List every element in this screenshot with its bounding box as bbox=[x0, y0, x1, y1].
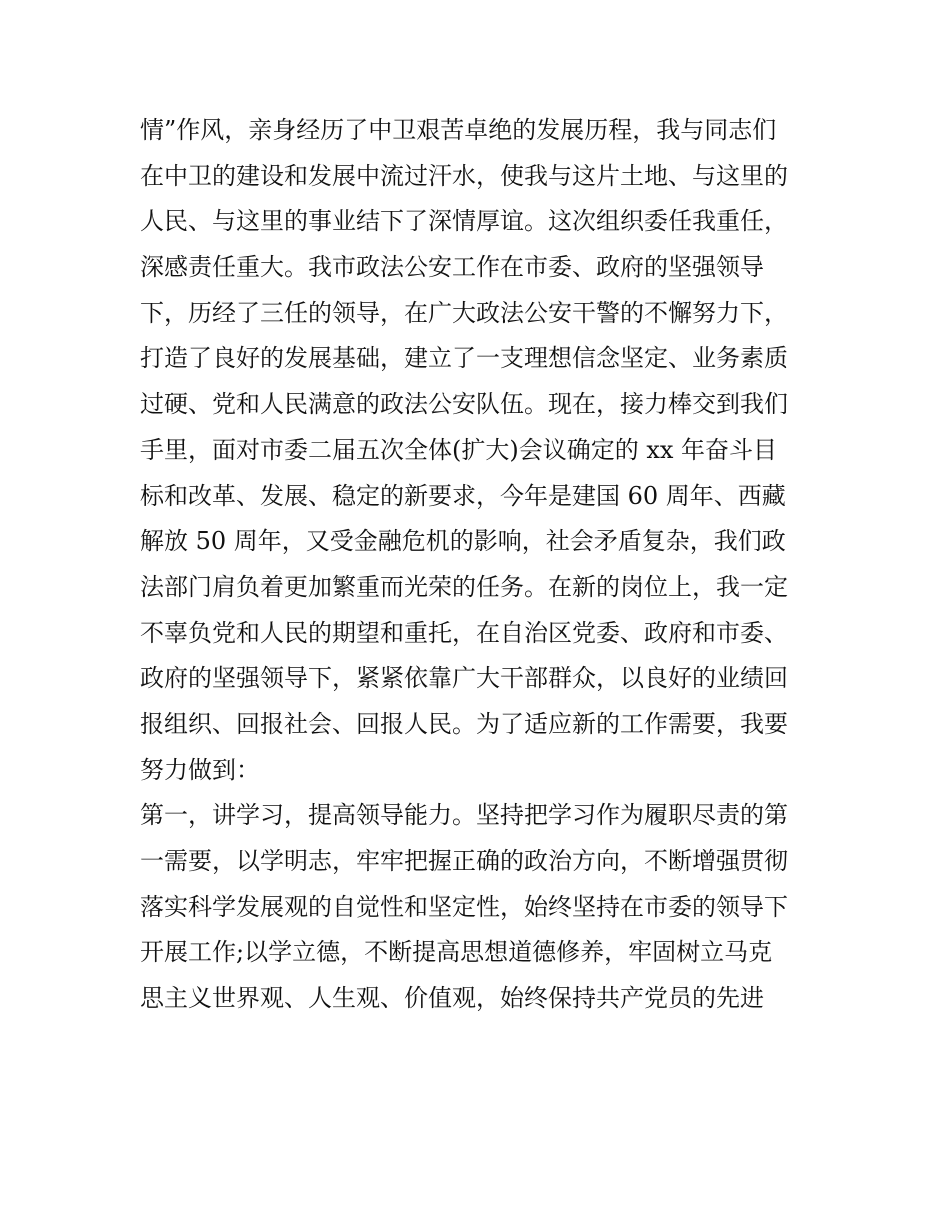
text-line: 下，历经了三任的领导，在广大政法公安干警的不懈努力下， bbox=[140, 298, 788, 327]
text-line: 政府的坚强领导下，紧紧依靠广大干部群众，以良好的业绩回 bbox=[140, 664, 788, 693]
text-line: 手里，面对市委二届五次全体(扩大)会议确定的 xx 年奋斗目 bbox=[140, 435, 778, 464]
text-line: 标和改革、发展、稳定的新要求，今年是建国 60 周年、西藏 bbox=[140, 481, 786, 510]
text-line: 开展工作;以学立德，不断提高思想道德修养，牢固树立马克 bbox=[140, 938, 773, 967]
text-line: 思主义世界观、人生观、价值观，始终保持共产党员的先进 bbox=[140, 984, 764, 1013]
text-line: 人民、与这里的事业结下了深情厚谊。这次组织委任我重任， bbox=[140, 207, 788, 236]
text-line: 一需要，以学明志，牢牢把握正确的政治方向，不断增强贯彻 bbox=[140, 847, 788, 875]
text-line: 不辜负党和人民的期望和重托，在自治区党委、政府和市委、 bbox=[140, 618, 788, 647]
text-line: 报组织、回报社会、回报人民。为了适应新的工作需要，我要 bbox=[140, 709, 788, 738]
text-line: 情”作风，亲身经历了中卫艰苦卓绝的发展历程，我与同志们 bbox=[140, 116, 777, 144]
text-line: 深感责任重大。我市政法公安工作在市委、政府的坚强领导 bbox=[140, 253, 764, 282]
body-text bbox=[140, 108, 820, 1022]
text-line: 法部门肩负着更加繁重而光荣的任务。在新的岗位上，我一定 bbox=[140, 572, 788, 601]
text-line: 解放 50 周年，又受金融危机的影响，社会矛盾复杂，我们政 bbox=[140, 527, 786, 556]
text-line: 努力做到： bbox=[140, 755, 260, 784]
text-line: 第一，讲学习，提高领导能力。坚持把学习作为履职尽责的第 bbox=[140, 801, 788, 830]
text-line: 打造了良好的发展基础，建立了一支理想信念坚定、业务素质 bbox=[140, 344, 788, 373]
text-line: 过硬、党和人民满意的政法公安队伍。现在，接力棒交到我们 bbox=[140, 390, 788, 419]
text-line: 落实科学发展观的自觉性和坚定性，始终坚持在市委的领导下 bbox=[140, 892, 788, 921]
text-line: 在中卫的建设和发展中流过汗水，使我与这片土地、与这里的 bbox=[140, 161, 788, 190]
